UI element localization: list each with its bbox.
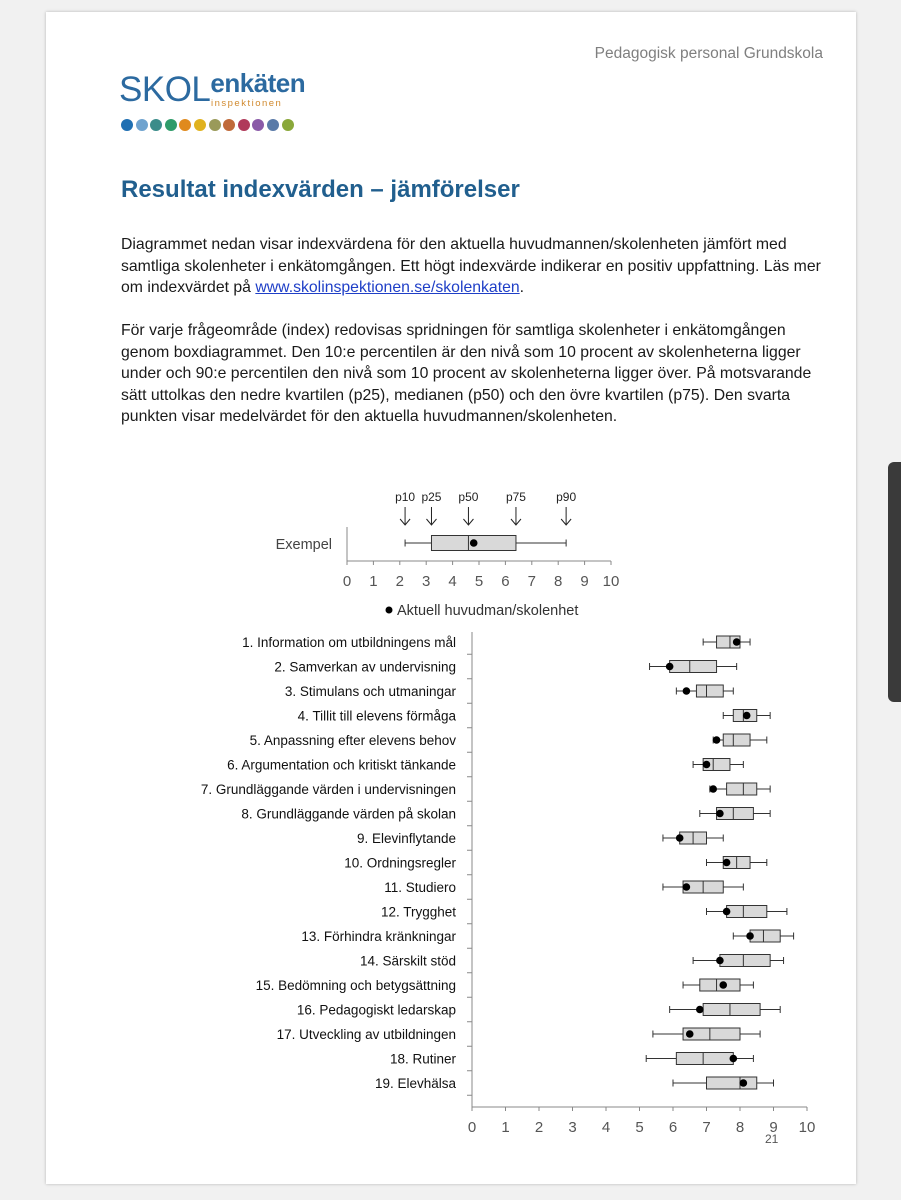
skolenkaten-link[interactable]: www.skolinspektionen.se/skolenkaten (255, 279, 520, 296)
logo-dot (238, 119, 250, 131)
mean-marker (683, 883, 691, 891)
row-label: 3. Stimulans och utmaningar (284, 684, 456, 699)
x-tick-label: 4 (448, 573, 457, 590)
logo-text-bold: enkäten (210, 68, 306, 98)
iqr-box (750, 930, 780, 942)
mean-marker (696, 1006, 704, 1014)
iqr-box (727, 906, 767, 918)
x-tick-label: 2 (395, 573, 404, 590)
x-tick-label: 8 (735, 1119, 745, 1136)
x-tick-label: 10 (602, 573, 620, 590)
row-label: 19. Elevhälsa (374, 1076, 456, 1091)
logo-dot (282, 119, 294, 131)
mean-marker (713, 736, 721, 744)
mean-marker (666, 663, 674, 671)
skolenkaten-logo (119, 68, 319, 142)
iqr-box (720, 955, 770, 967)
iqr-box (696, 685, 723, 697)
logo-dot (267, 119, 279, 131)
mean-marker (703, 761, 711, 769)
x-tick-label: 7 (702, 1119, 711, 1136)
iqr-box (723, 734, 750, 746)
logo-dots (121, 119, 294, 133)
logo-dot (165, 119, 177, 131)
x-tick-label: 9 (769, 1119, 778, 1136)
header-section-label: Pedagogisk personal Grundskola (594, 45, 823, 62)
x-tick-label: 6 (668, 1119, 678, 1136)
example-boxplot-chart (46, 474, 856, 644)
mean-marker (730, 1055, 738, 1063)
x-tick-label: 1 (501, 1119, 510, 1136)
mean-marker (746, 932, 754, 940)
mean-marker (743, 712, 751, 720)
percentile-label: p25 (421, 490, 442, 504)
scrollbar-thumb[interactable] (888, 462, 901, 702)
mean-marker (709, 785, 717, 793)
logo-dot (223, 119, 235, 131)
percentile-label: p10 (395, 490, 416, 504)
intro-paragraph (121, 234, 821, 299)
index-boxplot-chart (46, 622, 856, 1142)
mean-marker (470, 539, 478, 547)
logo-dot (150, 119, 162, 131)
row-label: 6. Argumentation och kritiskt tänkande (227, 757, 456, 773)
row-label: 8. Grundläggande värden på skolan (241, 806, 456, 822)
row-label: 11. Studiero (384, 880, 456, 895)
x-tick-label: 3 (422, 573, 431, 590)
mean-marker (723, 859, 731, 867)
x-tick-label: 8 (554, 573, 563, 590)
row-label: 14. Särskilt stöd (359, 953, 456, 969)
page-number: 21 (765, 1132, 779, 1146)
row-label: 15. Bedömning och betygsättning (255, 978, 456, 993)
mean-marker (716, 810, 724, 818)
row-label: 7. Grundläggande värden i undervisningen (200, 782, 456, 797)
intro-end: . (519, 279, 525, 296)
x-tick-label: 7 (527, 573, 536, 590)
mean-marker (719, 981, 727, 989)
legend-marker (386, 607, 393, 614)
mean-marker (740, 1079, 748, 1087)
mean-marker (733, 638, 741, 646)
x-tick-label: 9 (580, 573, 589, 590)
row-label: 1. Information om utbildningens mål (242, 635, 456, 650)
iqr-box (670, 661, 717, 673)
iqr-box (676, 1053, 733, 1065)
x-tick-label: 10 (798, 1119, 816, 1136)
page-title: Resultat indexvärden – jämförelser (121, 176, 520, 203)
iqr-box (703, 1004, 760, 1016)
logo-dot (121, 119, 133, 131)
mean-marker (686, 1030, 694, 1038)
mean-marker (676, 834, 684, 842)
explanation-paragraph: För varje frågeområde (index) redovisas spridningen för samtliga skolenheter i enkätomgången genom boxdiagrammet. Den 10:e percentilen är den nivå som 10 procent av skolenheterna ligger under och 90:e percentilen den nivå som 10 procent av skolenheterna ligger över. På motsvarande sätt uttolkas den nedre kvartilen (p25), medianen (p50) och den övre kvartilen (p75). Den svarta punkten visar medelvärdet för den aktuella huvudmannen/skolenheten. (121, 322, 812, 425)
row-label: 2. Samverkan av undervisning (274, 659, 456, 675)
row-label: 4. Tillit till elevens förmåga (297, 708, 456, 724)
x-tick-label: 5 (635, 1119, 644, 1136)
row-label: 13. Förhindra kränkningar (301, 929, 456, 944)
percentile-label: p50 (458, 490, 479, 504)
row-label: 10. Ordningsregler (344, 855, 456, 871)
legend-label: Aktuell huvudman/skolenhet (397, 603, 579, 619)
percentile-label: p90 (556, 490, 577, 504)
percentile-label: p75 (505, 490, 526, 504)
row-label: 12. Trygghet (380, 904, 456, 920)
x-tick-label: 0 (342, 573, 352, 590)
intro-text: Diagrammet nedan visar indexvärdena för den aktuella huvudmannen/skolenheten jämfört med samtliga skolenheter i enkätomgången. Ett högt indexvärde indikerar en positiv uppfattning. Läs mer om indexvärdet på (121, 236, 821, 296)
logo-dot (252, 119, 264, 131)
logo-dot (136, 119, 148, 131)
row-label: 16. Pedagogiskt ledarskap (296, 1002, 456, 1018)
mean-marker (716, 957, 724, 965)
row-label: 17. Utveckling av utbildningen (276, 1027, 456, 1042)
x-tick-label: 3 (568, 1119, 577, 1136)
x-tick-label: 4 (601, 1119, 611, 1136)
document-page (46, 12, 856, 1184)
mean-marker (723, 908, 731, 916)
x-tick-label: 0 (467, 1119, 477, 1136)
logo-dot (194, 119, 206, 131)
logo-dot (209, 119, 221, 131)
x-tick-label: 5 (474, 573, 484, 590)
x-tick-label: 1 (369, 573, 378, 590)
x-tick-label: 6 (501, 573, 510, 590)
logo-subtitle: inspektionen (211, 98, 283, 109)
iqr-box (707, 1077, 757, 1089)
logo-dot (179, 119, 191, 131)
x-tick-label: 2 (534, 1119, 544, 1136)
row-label: 9. Elevinflytande (356, 831, 456, 846)
logo-text-main: SKOL (119, 70, 211, 109)
mean-marker (683, 687, 691, 695)
iqr-box (727, 783, 757, 795)
example-row-label: Exempel (275, 537, 332, 553)
row-label: 18. Rutiner (389, 1051, 456, 1067)
row-label: 5. Anpassning efter elevens behov (249, 733, 456, 748)
